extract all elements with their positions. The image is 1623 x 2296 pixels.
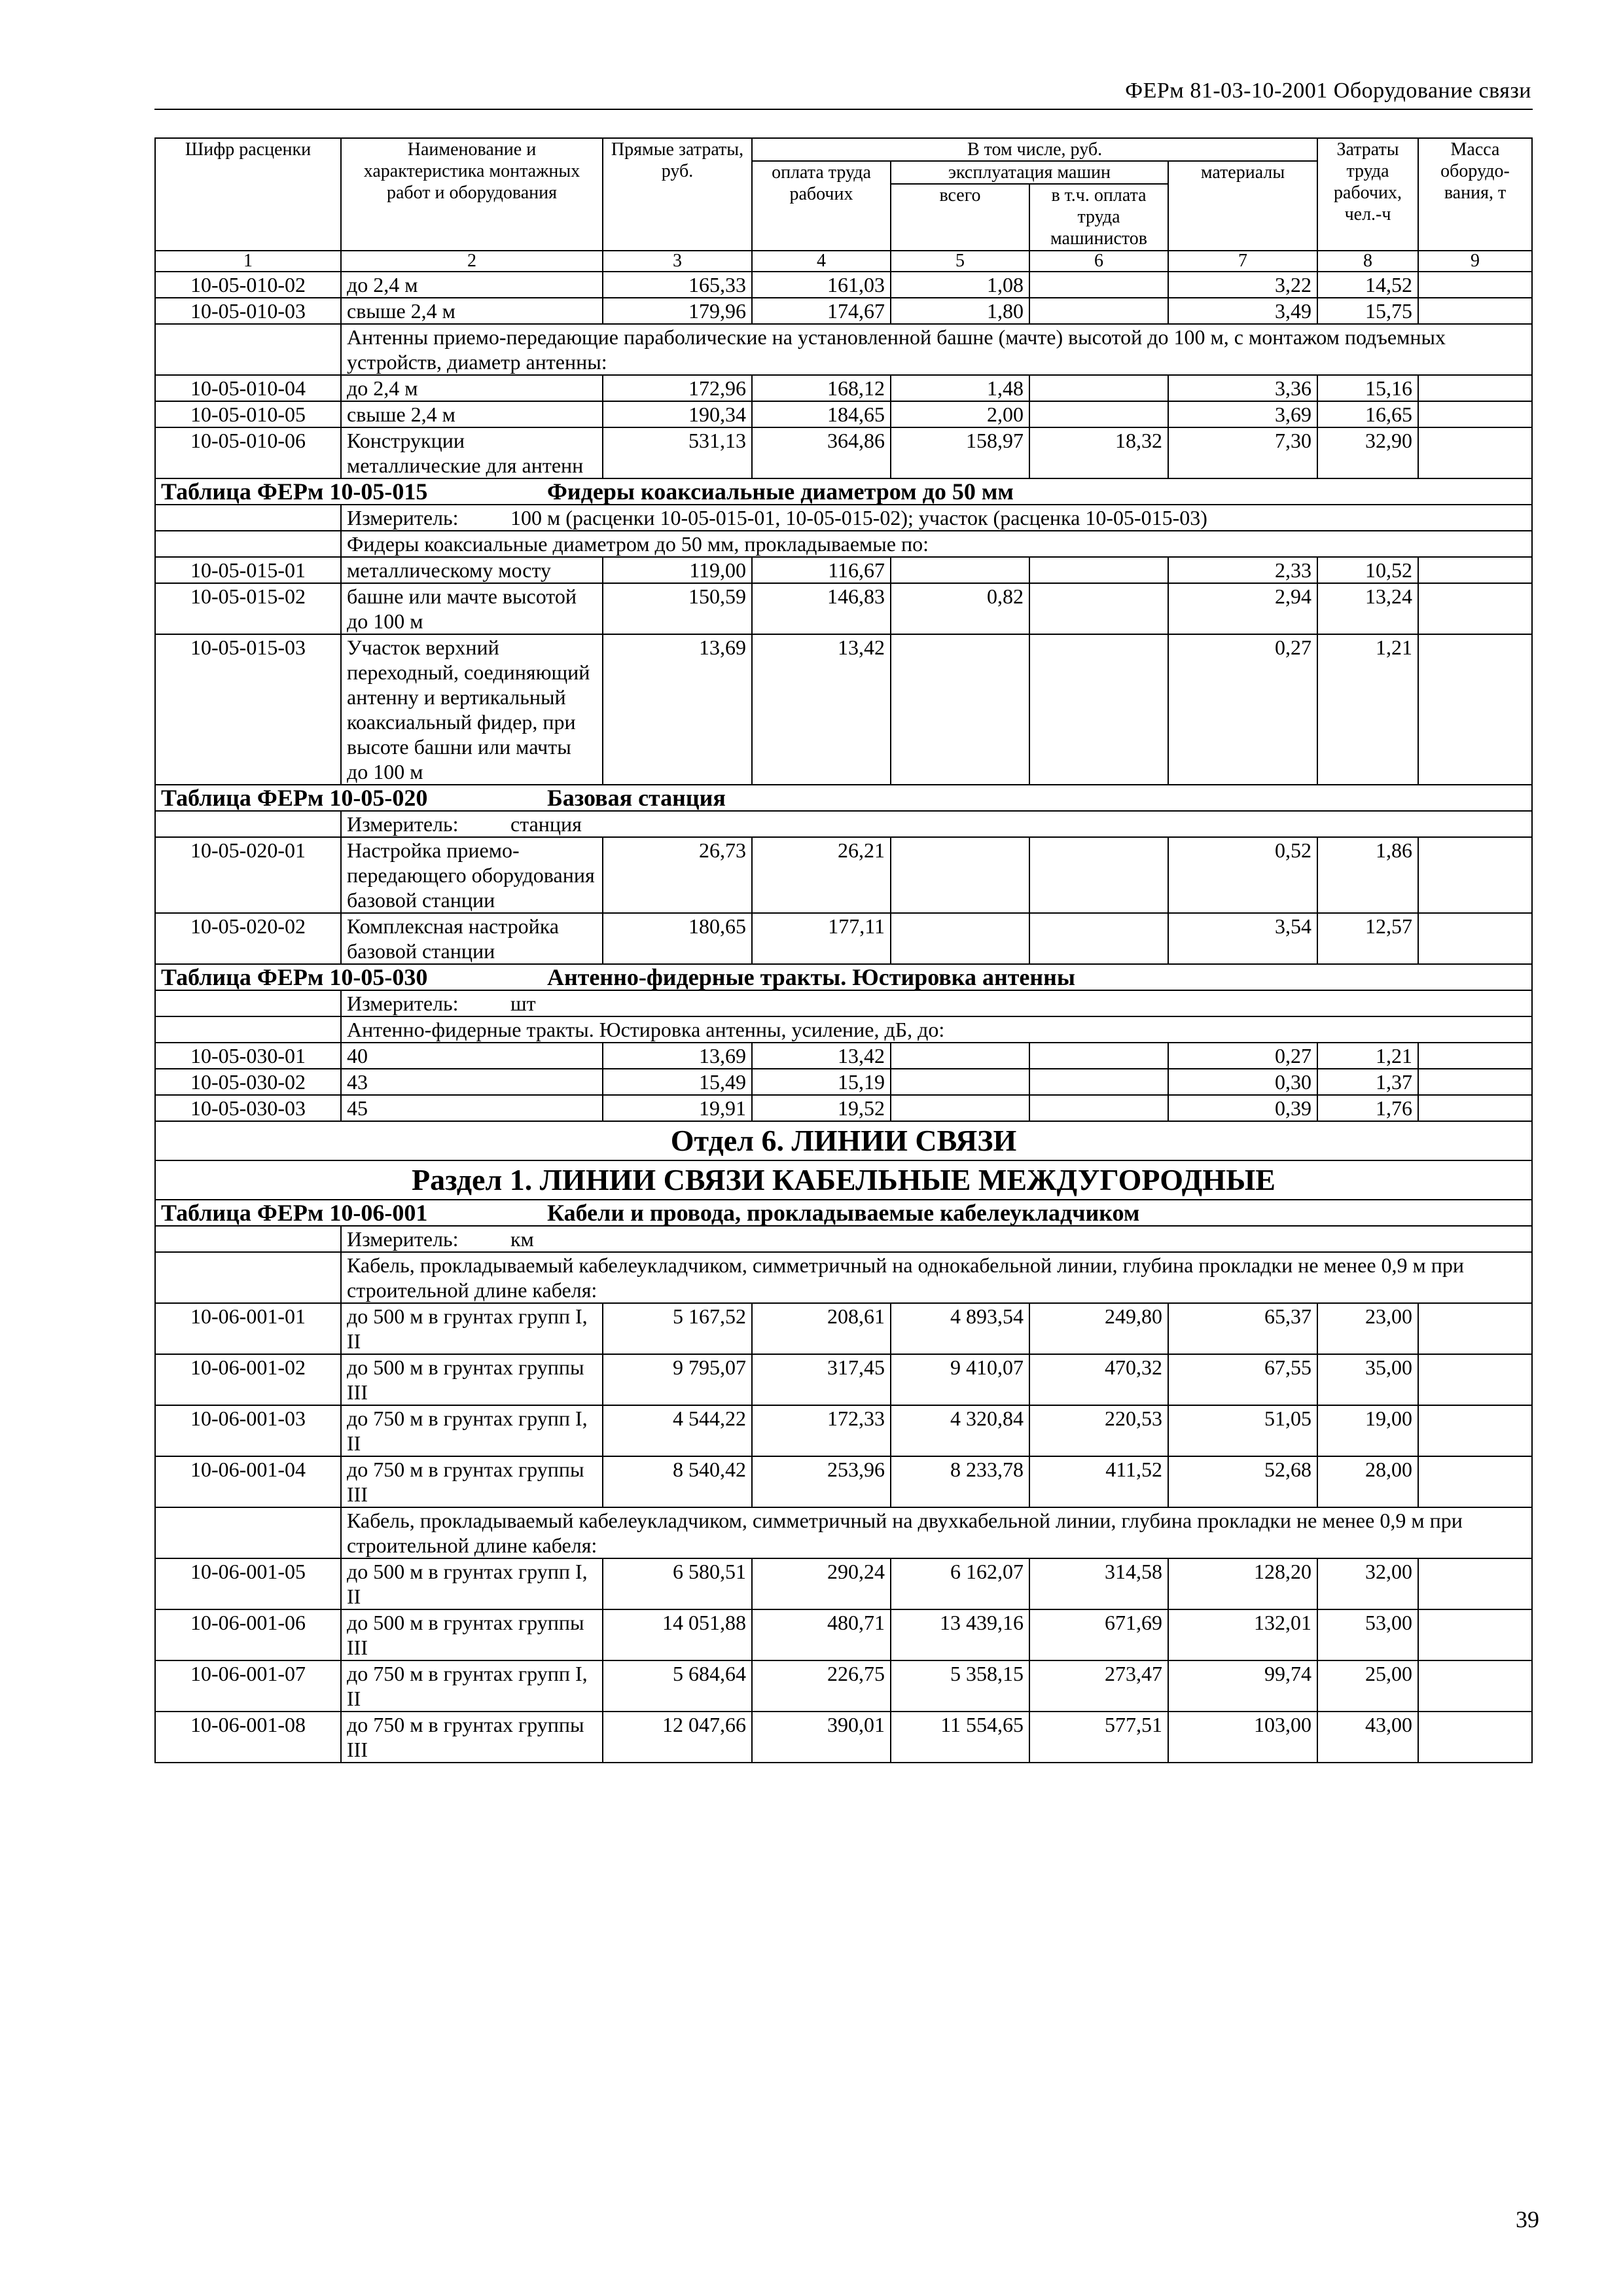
col-header-code: Шифр расценки xyxy=(155,138,341,251)
col-header-materials: материалы xyxy=(1168,161,1317,251)
materials-cell: 65,37 xyxy=(1168,1303,1317,1354)
machinists-cell: 220,53 xyxy=(1029,1405,1168,1456)
labor-cell: 12,57 xyxy=(1317,913,1418,964)
machinists-cell: 273,47 xyxy=(1029,1660,1168,1712)
rate-code-cell: 10-05-010-03 xyxy=(155,298,341,324)
rate-code-cell: 10-05-015-03 xyxy=(155,634,341,785)
rate-code-cell: 10-06-001-04 xyxy=(155,1456,341,1507)
machines-cell xyxy=(891,557,1029,583)
header-numbers-row xyxy=(155,251,1532,272)
rate-code-cell: 10-05-020-01 xyxy=(155,837,341,913)
header-rule xyxy=(154,109,1533,110)
direct-cost-cell: 531,13 xyxy=(603,427,752,478)
mass-cell xyxy=(1418,1069,1532,1095)
machines-cell: 4 893,54 xyxy=(891,1303,1029,1354)
machines-cell: 1,48 xyxy=(891,375,1029,401)
labor-cell: 1,21 xyxy=(1317,1043,1418,1069)
mass-cell xyxy=(1418,1456,1532,1507)
machines-cell: 0,82 xyxy=(891,583,1029,634)
direct-cost-cell: 179,96 xyxy=(603,298,752,324)
machines-cell: 9 410,07 xyxy=(891,1354,1029,1405)
mass-cell xyxy=(1418,272,1532,298)
measure-value: шт xyxy=(510,992,536,1015)
machines-cell xyxy=(891,634,1029,785)
materials-cell: 0,27 xyxy=(1168,1043,1317,1069)
measure-value: км xyxy=(510,1227,534,1251)
mass-cell xyxy=(1418,1405,1532,1456)
col-number: 2 xyxy=(341,251,603,272)
table-row xyxy=(155,298,1532,324)
work-name-cell: до 2,4 м xyxy=(341,272,603,298)
machinists-cell xyxy=(1029,401,1168,427)
measure-label: Измеритель: xyxy=(347,992,459,1015)
wages-cell: 15,19 xyxy=(752,1069,891,1095)
materials-cell: 99,74 xyxy=(1168,1660,1317,1712)
labor-cell: 1,37 xyxy=(1317,1069,1418,1095)
col-number: 3 xyxy=(603,251,752,272)
rate-code-cell: 10-06-001-02 xyxy=(155,1354,341,1405)
direct-cost-cell: 165,33 xyxy=(603,272,752,298)
machinists-cell xyxy=(1029,913,1168,964)
table-row xyxy=(155,557,1532,583)
mass-cell xyxy=(1418,1609,1532,1660)
col-header-wages: оплата труда рабочих xyxy=(752,161,891,251)
rate-code-cell: 10-06-001-05 xyxy=(155,1558,341,1609)
col-header-machines-group: эксплуатация машин xyxy=(891,161,1168,184)
wages-cell: 226,75 xyxy=(752,1660,891,1712)
materials-cell: 132,01 xyxy=(1168,1609,1317,1660)
labor-cell: 25,00 xyxy=(1317,1660,1418,1712)
rate-code-cell: 10-05-015-02 xyxy=(155,583,341,634)
wages-cell: 146,83 xyxy=(752,583,891,634)
table-code: Таблица ФЕРм 10-05-015 xyxy=(161,478,428,505)
work-name-cell: 40 xyxy=(341,1043,603,1069)
table-row xyxy=(155,1043,1532,1069)
machines-cell: 1,08 xyxy=(891,272,1029,298)
work-name-cell: до 500 м в грунтах группы III xyxy=(341,1354,603,1405)
labor-cell: 35,00 xyxy=(1317,1354,1418,1405)
materials-cell: 103,00 xyxy=(1168,1712,1317,1763)
machinists-cell: 671,69 xyxy=(1029,1609,1168,1660)
mass-cell xyxy=(1418,1095,1532,1121)
materials-cell: 3,69 xyxy=(1168,401,1317,427)
labor-cell: 13,24 xyxy=(1317,583,1418,634)
mass-cell xyxy=(1418,1043,1532,1069)
machines-cell: 158,97 xyxy=(891,427,1029,478)
rate-code-cell: 10-05-020-02 xyxy=(155,913,341,964)
wages-cell: 26,21 xyxy=(752,837,891,913)
group-note-row xyxy=(155,1252,1532,1303)
labor-cell: 32,00 xyxy=(1317,1558,1418,1609)
table-row xyxy=(155,1095,1532,1121)
materials-cell: 67,55 xyxy=(1168,1354,1317,1405)
labor-cell: 28,00 xyxy=(1317,1456,1418,1507)
machinists-cell: 411,52 xyxy=(1029,1456,1168,1507)
labor-cell: 14,52 xyxy=(1317,272,1418,298)
mass-cell xyxy=(1418,427,1532,478)
direct-cost-cell: 4 544,22 xyxy=(603,1405,752,1456)
machines-cell xyxy=(891,913,1029,964)
machinists-cell xyxy=(1029,1043,1168,1069)
col-number: 5 xyxy=(891,251,1029,272)
table-title: Кабели и провода, прокладываемые кабелеукладчиком xyxy=(547,1200,1140,1226)
col-header-machines-total: всего xyxy=(891,184,1029,251)
work-name-cell: металлическому мосту xyxy=(341,557,603,583)
machinists-cell xyxy=(1029,1069,1168,1095)
direct-cost-cell: 172,96 xyxy=(603,375,752,401)
mass-cell xyxy=(1418,913,1532,964)
wages-cell: 13,42 xyxy=(752,634,891,785)
table-row xyxy=(155,1405,1532,1456)
table-row xyxy=(155,272,1532,298)
materials-cell: 7,30 xyxy=(1168,427,1317,478)
rate-code-cell: 10-05-010-04 xyxy=(155,375,341,401)
machinists-cell: 249,80 xyxy=(1029,1303,1168,1354)
measure-label: Измеритель: xyxy=(347,812,459,836)
wages-cell: 253,96 xyxy=(752,1456,891,1507)
work-name-cell: свыше 2,4 м xyxy=(341,298,603,324)
wages-cell: 168,12 xyxy=(752,375,891,401)
labor-cell: 53,00 xyxy=(1317,1609,1418,1660)
machines-cell: 8 233,78 xyxy=(891,1456,1029,1507)
direct-cost-cell: 13,69 xyxy=(603,634,752,785)
machinists-cell xyxy=(1029,583,1168,634)
group-note: Фидеры коаксиальные диаметром до 50 мм, прокладываемые по: xyxy=(341,531,1532,557)
measure-label: Измеритель: xyxy=(347,1227,459,1251)
col-header-incl: В том числе, руб. xyxy=(752,138,1317,161)
mass-cell xyxy=(1418,375,1532,401)
machines-cell: 11 554,65 xyxy=(891,1712,1029,1763)
group-note: Кабель, прокладываемый кабелеукладчиком, симметричный на однокабельной линии, глубина прокладки не менее 0,9 м при строительной длине кабеля: xyxy=(341,1252,1532,1303)
materials-cell: 0,52 xyxy=(1168,837,1317,913)
measure-row xyxy=(155,811,1532,837)
mass-cell xyxy=(1418,1712,1532,1763)
machinists-cell xyxy=(1029,634,1168,785)
table-row xyxy=(155,1069,1532,1095)
group-note: Антенны приемо-передающие параболические на установленной башне (мачте) высотой до 100 м, с монтажом подъемных устройств, диаметр антенны: xyxy=(341,324,1532,375)
rate-code-cell: 10-06-001-06 xyxy=(155,1609,341,1660)
wages-cell: 19,52 xyxy=(752,1095,891,1121)
machines-cell: 5 358,15 xyxy=(891,1660,1029,1712)
wages-cell: 364,86 xyxy=(752,427,891,478)
materials-cell: 2,33 xyxy=(1168,557,1317,583)
work-name-cell: Комплексная настройка базовой станции xyxy=(341,913,603,964)
direct-cost-cell: 9 795,07 xyxy=(603,1354,752,1405)
rate-code-cell: 10-06-001-01 xyxy=(155,1303,341,1354)
col-number: 9 xyxy=(1418,251,1532,272)
work-name-cell: 45 xyxy=(341,1095,603,1121)
table-row xyxy=(155,583,1532,634)
measure-row xyxy=(155,1226,1532,1252)
work-name-cell: Конструкции металлические для антенн xyxy=(341,427,603,478)
table-code: Таблица ФЕРм 10-05-030 xyxy=(161,964,428,990)
work-name-cell: до 750 м в грунтах группы III xyxy=(341,1456,603,1507)
table-row xyxy=(155,1609,1532,1660)
table-title: Антенно-фидерные тракты. Юстировка антенны xyxy=(547,964,1075,990)
document-title: ФЕРм 81-03-10-2001 Оборудование связи xyxy=(1125,79,1531,103)
work-name-cell: до 500 м в грунтах группы III xyxy=(341,1609,603,1660)
rate-code-cell: 10-06-001-08 xyxy=(155,1712,341,1763)
mass-cell xyxy=(1418,837,1532,913)
mass-cell xyxy=(1418,557,1532,583)
rate-code-cell: 10-05-030-02 xyxy=(155,1069,341,1095)
machinists-cell: 314,58 xyxy=(1029,1558,1168,1609)
materials-cell: 51,05 xyxy=(1168,1405,1317,1456)
direct-cost-cell: 5 684,64 xyxy=(603,1660,752,1712)
table-row xyxy=(155,1712,1532,1763)
work-name-cell: 43 xyxy=(341,1069,603,1095)
measure-label: Измеритель: xyxy=(347,506,459,529)
col-header-name: Наименование и характеристика монтажных работ и оборудования xyxy=(341,138,603,251)
mass-cell xyxy=(1418,1558,1532,1609)
table-row xyxy=(155,1456,1532,1507)
labor-cell: 15,75 xyxy=(1317,298,1418,324)
table-title-row xyxy=(155,1200,1532,1226)
machines-cell: 1,80 xyxy=(891,298,1029,324)
section-title-row xyxy=(155,1121,1532,1160)
direct-cost-cell: 8 540,42 xyxy=(603,1456,752,1507)
labor-cell: 23,00 xyxy=(1317,1303,1418,1354)
table-row xyxy=(155,401,1532,427)
machinists-cell xyxy=(1029,1095,1168,1121)
rate-code-cell: 10-06-001-03 xyxy=(155,1405,341,1456)
table-title-row xyxy=(155,964,1532,990)
work-name-cell: до 2,4 м xyxy=(341,375,603,401)
rate-code-cell: 10-05-015-01 xyxy=(155,557,341,583)
machinists-cell xyxy=(1029,375,1168,401)
table-code: Таблица ФЕРм 10-06-001 xyxy=(161,1200,428,1226)
group-note: Антенно-фидерные тракты. Юстировка антенны, усиление, дБ, до: xyxy=(341,1016,1532,1043)
table-row xyxy=(155,1660,1532,1712)
wages-cell: 177,11 xyxy=(752,913,891,964)
mass-cell xyxy=(1418,1660,1532,1712)
rate-code-cell: 10-05-010-02 xyxy=(155,272,341,298)
materials-cell: 3,49 xyxy=(1168,298,1317,324)
mass-cell xyxy=(1418,1303,1532,1354)
col-header-labor: Затраты труда рабочих, чел.-ч xyxy=(1317,138,1418,251)
materials-cell: 128,20 xyxy=(1168,1558,1317,1609)
work-name-cell: до 500 м в грунтах групп I, II xyxy=(341,1303,603,1354)
measure-row xyxy=(155,990,1532,1016)
wages-cell: 13,42 xyxy=(752,1043,891,1069)
table-title-row xyxy=(155,785,1532,811)
wages-cell: 290,24 xyxy=(752,1558,891,1609)
rates-table xyxy=(154,137,1533,1763)
mass-cell xyxy=(1418,401,1532,427)
table-row xyxy=(155,634,1532,785)
direct-cost-cell: 12 047,66 xyxy=(603,1712,752,1763)
machines-cell xyxy=(891,1095,1029,1121)
machines-cell: 6 162,07 xyxy=(891,1558,1029,1609)
col-header-direct: Прямые затраты, руб. xyxy=(603,138,752,251)
machines-cell: 4 320,84 xyxy=(891,1405,1029,1456)
table-row xyxy=(155,427,1532,478)
rate-code-cell: 10-05-010-06 xyxy=(155,427,341,478)
materials-cell: 52,68 xyxy=(1168,1456,1317,1507)
direct-cost-cell: 19,91 xyxy=(603,1095,752,1121)
direct-cost-cell: 119,00 xyxy=(603,557,752,583)
table-row xyxy=(155,1558,1532,1609)
work-name-cell: Настройка приемо-передающего оборудования базовой станции xyxy=(341,837,603,913)
section-title: Отдел 6. ЛИНИИ СВЯЗИ xyxy=(155,1121,1532,1160)
labor-cell: 10,52 xyxy=(1317,557,1418,583)
wages-cell: 172,33 xyxy=(752,1405,891,1456)
labor-cell: 15,16 xyxy=(1317,375,1418,401)
labor-cell: 1,21 xyxy=(1317,634,1418,785)
col-number: 4 xyxy=(752,251,891,272)
direct-cost-cell: 14 051,88 xyxy=(603,1609,752,1660)
group-note-row xyxy=(155,324,1532,375)
direct-cost-cell: 6 580,51 xyxy=(603,1558,752,1609)
mass-cell xyxy=(1418,298,1532,324)
machinists-cell xyxy=(1029,837,1168,913)
group-note-row xyxy=(155,1507,1532,1558)
mass-cell xyxy=(1418,634,1532,785)
labor-cell: 32,90 xyxy=(1317,427,1418,478)
materials-cell: 0,39 xyxy=(1168,1095,1317,1121)
machinists-cell xyxy=(1029,298,1168,324)
labor-cell: 1,76 xyxy=(1317,1095,1418,1121)
table-code: Таблица ФЕРм 10-05-020 xyxy=(161,785,428,811)
materials-cell: 3,22 xyxy=(1168,272,1317,298)
direct-cost-cell: 13,69 xyxy=(603,1043,752,1069)
table-title: Базовая станция xyxy=(547,785,726,811)
work-name-cell: свыше 2,4 м xyxy=(341,401,603,427)
wages-cell: 480,71 xyxy=(752,1609,891,1660)
col-number: 8 xyxy=(1317,251,1418,272)
table-row xyxy=(155,375,1532,401)
rate-code-cell: 10-06-001-07 xyxy=(155,1660,341,1712)
labor-cell: 43,00 xyxy=(1317,1712,1418,1763)
work-name-cell: до 750 м в грунтах группы III xyxy=(341,1712,603,1763)
rate-code-cell: 10-05-030-01 xyxy=(155,1043,341,1069)
machines-cell xyxy=(891,837,1029,913)
work-name-cell: до 750 м в грунтах групп I, II xyxy=(341,1405,603,1456)
work-name-cell: до 500 м в грунтах групп I, II xyxy=(341,1558,603,1609)
wages-cell: 390,01 xyxy=(752,1712,891,1763)
col-number: 1 xyxy=(155,251,341,272)
wages-cell: 208,61 xyxy=(752,1303,891,1354)
measure-row xyxy=(155,505,1532,531)
direct-cost-cell: 150,59 xyxy=(603,583,752,634)
labor-cell: 19,00 xyxy=(1317,1405,1418,1456)
rate-code-cell: 10-05-010-05 xyxy=(155,401,341,427)
page-number: 39 xyxy=(1516,2206,1539,2233)
wages-cell: 184,65 xyxy=(752,401,891,427)
table-title-row xyxy=(155,478,1532,505)
wages-cell: 116,67 xyxy=(752,557,891,583)
machines-cell: 2,00 xyxy=(891,401,1029,427)
table-row xyxy=(155,913,1532,964)
machinists-cell: 470,32 xyxy=(1029,1354,1168,1405)
direct-cost-cell: 5 167,52 xyxy=(603,1303,752,1354)
mass-cell xyxy=(1418,1354,1532,1405)
work-name-cell: до 750 м в грунтах групп I, II xyxy=(341,1660,603,1712)
machinists-cell: 577,51 xyxy=(1029,1712,1168,1763)
group-note-row xyxy=(155,531,1532,557)
table-title: Фидеры коаксиальные диаметром до 50 мм xyxy=(547,478,1014,505)
labor-cell: 1,86 xyxy=(1317,837,1418,913)
direct-cost-cell: 15,49 xyxy=(603,1069,752,1095)
table-row xyxy=(155,1354,1532,1405)
col-number: 6 xyxy=(1029,251,1168,272)
col-header-mass: Масса оборудо-вания, т xyxy=(1418,138,1532,251)
materials-cell: 3,54 xyxy=(1168,913,1317,964)
wages-cell: 174,67 xyxy=(752,298,891,324)
group-note: Кабель, прокладываемый кабелеукладчиком, симметричный на двухкабельной линии, глубина прокладки не менее 0,9 м при строительной длине кабеля: xyxy=(341,1507,1532,1558)
materials-cell: 0,27 xyxy=(1168,634,1317,785)
work-name-cell: башне или мачте высотой до 100 м xyxy=(341,583,603,634)
direct-cost-cell: 180,65 xyxy=(603,913,752,964)
measure-value: станция xyxy=(510,812,582,836)
direct-cost-cell: 190,34 xyxy=(603,401,752,427)
materials-cell: 3,36 xyxy=(1168,375,1317,401)
direct-cost-cell: 26,73 xyxy=(603,837,752,913)
machines-cell: 13 439,16 xyxy=(891,1609,1029,1660)
machinists-cell xyxy=(1029,272,1168,298)
mass-cell xyxy=(1418,583,1532,634)
col-header-machinists: в т.ч. оплата труда машинистов xyxy=(1029,184,1168,251)
header-row-1 xyxy=(155,138,1532,161)
table-row xyxy=(155,837,1532,913)
machines-cell xyxy=(891,1069,1029,1095)
materials-cell: 0,30 xyxy=(1168,1069,1317,1095)
wages-cell: 317,45 xyxy=(752,1354,891,1405)
materials-cell: 2,94 xyxy=(1168,583,1317,634)
machines-cell xyxy=(891,1043,1029,1069)
rate-code-cell: 10-05-030-03 xyxy=(155,1095,341,1121)
machinists-cell: 18,32 xyxy=(1029,427,1168,478)
labor-cell: 16,65 xyxy=(1317,401,1418,427)
group-note-row xyxy=(155,1016,1532,1043)
machinists-cell xyxy=(1029,557,1168,583)
subsection-title-row xyxy=(155,1160,1532,1200)
table-row xyxy=(155,1303,1532,1354)
measure-value: 100 м (расценки 10-05-015-01, 10-05-015-02); участок (расценка 10-05-015-03) xyxy=(510,506,1207,529)
subsection-title: Раздел 1. ЛИНИИ СВЯЗИ КАБЕЛЬНЫЕ МЕЖДУГОРОДНЫЕ xyxy=(155,1160,1532,1200)
wages-cell: 161,03 xyxy=(752,272,891,298)
col-number: 7 xyxy=(1168,251,1317,272)
work-name-cell: Участок верхний переходный, соединяющий антенну и вертикальный коаксиальный фидер, при высоте башни или мачты до 100 м xyxy=(341,634,603,785)
